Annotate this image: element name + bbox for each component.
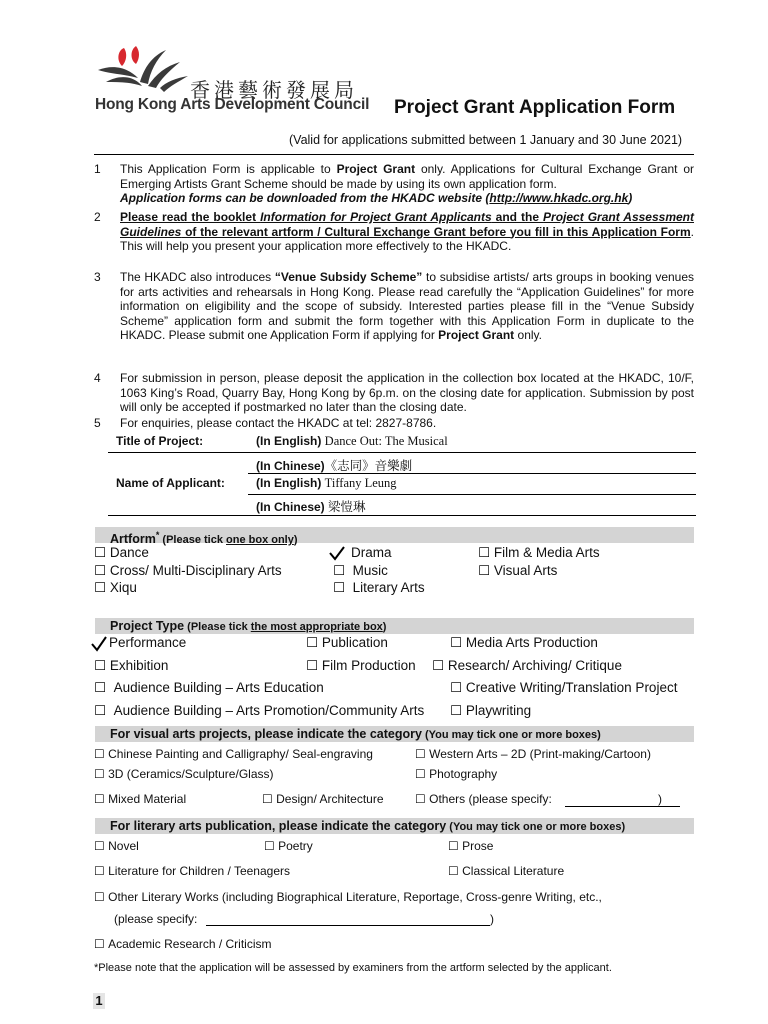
option-label: Literary Arts: [352, 580, 425, 595]
name-of-applicant-label: Name of Applicant:: [116, 476, 225, 490]
table-line: [108, 515, 696, 516]
note-text: only. Applications for Cultural Exchange Grant or Emerging Artists Grant Scheme should be made by using its own application form.: [120, 162, 694, 191]
page-number: 1: [93, 993, 105, 1009]
org-name-english: Hong Kong Arts Development Council: [95, 96, 370, 113]
instr: (You may tick one or more boxes): [446, 821, 626, 833]
option-label: Prose: [462, 839, 494, 853]
visual-western-arts[interactable]: [415, 747, 651, 761]
asterisk: *: [155, 530, 160, 540]
literary-prose[interactable]: [448, 839, 493, 853]
project-type-playwriting[interactable]: [450, 703, 531, 719]
project-title-english: Dance Out: The Musical: [324, 434, 448, 448]
project-type-exhibition[interactable]: [94, 658, 168, 674]
option-label: 3D (Ceramics/Sculpture/Glass): [108, 767, 274, 781]
option-label: Poetry: [278, 839, 313, 853]
instr: ): [293, 534, 298, 547]
checkbox-icon[interactable]: ☐: [450, 703, 463, 718]
checkbox-icon[interactable]: ☐: [333, 563, 346, 578]
artform-header: [95, 527, 694, 547]
check-mark-icon: [90, 635, 108, 653]
hkadc-website-link[interactable]: http://www.hkadc.org.hk: [489, 191, 629, 205]
note-text: This Application Form is applicable to: [120, 162, 337, 176]
org-name-chinese: 香港藝術發展局: [190, 78, 358, 102]
artform-option-film-media[interactable]: [478, 545, 600, 561]
option-label: Other Literary Works (including Biographical Literature, Reportage, Cross-genre Writing, etc.,: [108, 890, 602, 904]
option-label: Playwriting: [465, 703, 532, 718]
artform-option-music[interactable]: [333, 563, 388, 579]
checkbox-icon[interactable]: ☐: [432, 658, 445, 673]
note-text: only.: [514, 328, 542, 342]
instr: ): [382, 621, 387, 633]
option-label: Photography: [429, 767, 498, 781]
checkbox-icon[interactable]: ☐: [448, 839, 459, 853]
option-label: Publication: [321, 635, 388, 650]
applicant-name-english: Tiffany Leung: [324, 476, 397, 490]
literary-poetry[interactable]: [264, 839, 313, 853]
name-chinese-field[interactable]: [256, 497, 366, 515]
option-label: Music: [352, 563, 388, 578]
literary-specify-field[interactable]: [206, 925, 490, 926]
artform-label: Artform: [110, 532, 156, 547]
checkbox-icon[interactable]: ☐: [478, 545, 491, 560]
title-of-project-label: Title of Project:: [116, 434, 204, 448]
lang-label: (In English): [256, 434, 322, 448]
project-type-audience-education[interactable]: [94, 680, 324, 696]
option-label: Novel: [108, 839, 139, 853]
note-2: [120, 210, 694, 254]
table-line: [248, 473, 696, 474]
checkbox-icon[interactable]: ☐: [94, 580, 107, 595]
checkbox-icon[interactable]: ☐: [415, 767, 426, 781]
checkbox-icon[interactable]: ☐: [306, 658, 319, 673]
table-line: [108, 452, 696, 453]
option-label: Research/ Archiving/ Critique: [447, 658, 622, 673]
form-title: Project Grant Application Form: [394, 97, 676, 118]
checkbox-icon[interactable]: ☐: [94, 563, 107, 578]
visual-arts-heading: For visual arts projects, please indicate the category: [110, 727, 422, 741]
option-label: Literature for Children / Teenagers: [108, 864, 290, 878]
option-label: Film Production: [321, 658, 416, 673]
checkbox-icon[interactable]: ☐: [415, 792, 426, 806]
project-type-media-arts[interactable]: [450, 635, 598, 651]
project-type-audience-promotion[interactable]: [94, 703, 424, 719]
note-number: 4: [94, 371, 101, 385]
lang-label: (In English): [256, 476, 322, 490]
note-text: to subsidise artists/ arts groups in booking venues for arts activities and rehearsals in Hong Kong. Please read carefully the “Application Guidelines” for more information on eligibility and the scope of subsidy. Interested parties please fill in the “Venue Subsidy Scheme” application form and submit the form together with this Application Form in duplicate to the HKADC. Please submit one Application Form if applying for: [120, 270, 695, 342]
option-label: Audience Building – Arts Promotion/Community Arts: [113, 703, 425, 718]
checkbox-icon[interactable]: ☐: [94, 792, 105, 806]
instr: (You may tick one or more boxes): [421, 729, 601, 741]
option-label: Xiqu: [109, 580, 137, 595]
assessment-footnote: *Please note that the application will be assessed by examiners from the artform selected by the applicant.: [94, 962, 612, 974]
applicant-name-chinese: 梁愷琳: [328, 500, 366, 514]
instr: one box only: [226, 534, 294, 547]
note-number: 3: [94, 270, 101, 284]
note-number: 5: [94, 416, 101, 430]
option-label: Dance: [109, 545, 149, 560]
instr: (Please tick: [159, 534, 227, 547]
note-number: 2: [94, 210, 101, 224]
checkbox-icon[interactable]: ☐: [262, 792, 273, 806]
header-divider: [94, 154, 694, 155]
checkbox-icon[interactable]: ☐: [450, 635, 463, 650]
option-label: Visual Arts: [493, 563, 558, 578]
others-close-paren: ): [658, 792, 662, 806]
download-note: Application forms can be downloaded from the HKADC website (: [120, 191, 490, 205]
visual-arts-header: [95, 726, 694, 742]
checkbox-icon[interactable]: ☐: [94, 890, 105, 904]
artform-option-xiqu[interactable]: [94, 580, 137, 596]
note-1: [120, 162, 694, 206]
option-label: Audience Building – Arts Education: [113, 680, 324, 695]
name-english-field[interactable]: [256, 476, 397, 491]
checkbox-icon[interactable]: ☐: [450, 680, 463, 695]
literary-academic[interactable]: [94, 937, 271, 951]
note-text: of the relevant artform / Cultural Exchange Grant before you fill in this Application Form: [181, 224, 691, 239]
option-label: Design/ Architecture: [276, 792, 384, 806]
checkbox-icon[interactable]: ☐: [94, 839, 105, 853]
visual-mixed-material[interactable]: [94, 792, 186, 806]
checkbox-icon[interactable]: ☐: [94, 703, 107, 718]
check-mark-icon: [328, 545, 346, 562]
visual-others[interactable]: [415, 792, 552, 806]
instr: the most appropriate box: [250, 621, 383, 633]
note-bold: Project Grant: [336, 162, 416, 176]
artform-option-cross-multi[interactable]: [94, 563, 282, 579]
option-label: Exhibition: [109, 658, 169, 673]
literary-children[interactable]: [94, 864, 290, 878]
visual-design[interactable]: [262, 792, 384, 806]
option-label: Media Arts Production: [465, 635, 598, 650]
project-type-header: [95, 618, 694, 634]
guidelines-title: Project Grant Assessment Guidelines: [120, 210, 694, 239]
option-label: Others (please specify:: [429, 792, 552, 806]
checkbox-icon[interactable]: ☐: [94, 937, 105, 951]
option-label: Chinese Painting and Calligraphy/ Seal-engraving: [108, 747, 373, 761]
note-number: 1: [94, 162, 101, 176]
visual-3d[interactable]: [94, 767, 273, 781]
lang-label: (In Chinese): [256, 459, 325, 473]
project-type-creative-writing[interactable]: [450, 680, 677, 696]
project-type-publication[interactable]: [306, 635, 388, 651]
project-type-research[interactable]: [432, 658, 622, 674]
checkbox-icon[interactable]: ☐: [264, 839, 275, 853]
checkbox-icon[interactable]: ☐: [415, 747, 426, 761]
note-text: The HKADC also introduces: [120, 270, 275, 284]
checkbox-icon[interactable]: ☐: [333, 580, 346, 595]
literary-other-works[interactable]: [94, 890, 602, 904]
checkbox-icon[interactable]: ☐: [94, 658, 107, 673]
visual-photography[interactable]: [415, 767, 497, 781]
literary-specify-label: (please specify:: [114, 912, 198, 926]
title-chinese-field[interactable]: [256, 456, 412, 474]
literary-arts-heading: For literary arts publication, please indicate the category: [110, 819, 447, 833]
project-type-performance[interactable]: [109, 635, 186, 650]
checkbox-icon[interactable]: ☐: [448, 864, 459, 878]
option-label: Creative Writing/Translation Project: [465, 680, 678, 695]
literary-novel[interactable]: [94, 839, 139, 853]
checkbox-icon[interactable]: ☐: [94, 747, 105, 761]
instr: (Please tick: [184, 621, 251, 633]
project-type-label: Project Type: [110, 619, 185, 633]
note-text: . This will help you present your application more effectively to the HKADC.: [120, 224, 694, 253]
note-bold: Project Grant: [438, 328, 515, 342]
others-specify-field[interactable]: [565, 806, 680, 807]
visual-chinese-painting[interactable]: [94, 747, 373, 761]
literary-classical[interactable]: [448, 864, 564, 878]
checkbox-icon[interactable]: ☐: [94, 864, 105, 878]
option-label: Classical Literature: [462, 864, 565, 878]
download-note-end: ): [628, 191, 633, 205]
validity-period: (Valid for applications submitted between 1 January and 30 June 2021): [289, 133, 683, 147]
artform-option-drama[interactable]: [351, 545, 392, 560]
artform-option-literary-arts[interactable]: [333, 580, 425, 596]
lang-label: (In Chinese): [256, 500, 325, 514]
title-english-field[interactable]: [256, 434, 448, 449]
checkbox-icon[interactable]: ☐: [94, 767, 105, 781]
option-label: Drama: [351, 545, 392, 560]
booklet-title: Information for Project Grant Applicants: [260, 210, 492, 224]
artform-option-dance[interactable]: [94, 545, 149, 561]
option-label: Mixed Material: [108, 792, 187, 806]
note-5: For enquiries, please contact the HKADC at tel: 2827-8786.: [120, 416, 437, 430]
note-3: [120, 270, 694, 343]
option-label: Film & Media Arts: [493, 545, 600, 560]
table-line: [248, 494, 696, 495]
project-title-chinese: 《志同》音樂劇: [324, 459, 413, 473]
specify-close-paren: ): [490, 912, 494, 926]
project-type-film-production[interactable]: [306, 658, 416, 674]
note-text: and the: [491, 210, 544, 224]
checkbox-icon[interactable]: ☐: [478, 563, 491, 578]
option-label: Western Arts – 2D (Print-making/Cartoon): [429, 747, 651, 761]
option-label: Performance: [109, 635, 187, 650]
checkbox-icon[interactable]: ☐: [306, 635, 319, 650]
checkbox-icon[interactable]: ☐: [94, 680, 107, 695]
artform-option-visual-arts[interactable]: [478, 563, 557, 579]
scheme-name: “Venue Subsidy Scheme”: [274, 270, 423, 284]
option-label: Academic Research / Criticism: [108, 937, 272, 951]
note-4: For submission in person, please deposit the application in the collection box located at the HKADC, 10/F, 1063 King’s Road, Quarry Bay, Hong Kong by 6p.m. on the closing date for application. Submission by post will only be accepted if postmarked no later than the closing date.: [120, 371, 694, 414]
literary-arts-header: [95, 818, 694, 834]
checkbox-icon[interactable]: ☐: [94, 545, 107, 560]
hkadc-logo-icon: [96, 42, 192, 98]
option-label: Cross/ Multi-Disciplinary Arts: [109, 563, 282, 578]
note-text: Please read the booklet: [120, 210, 261, 224]
